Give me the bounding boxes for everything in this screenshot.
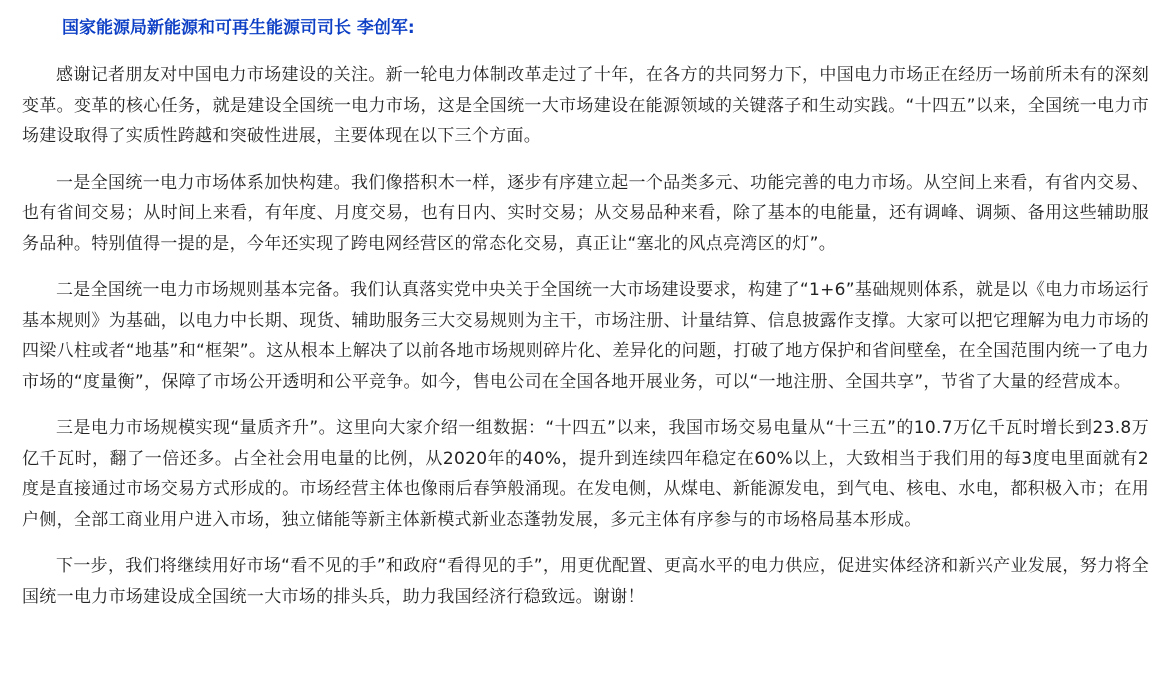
paragraph-market-scale: 三是电力市场规模实现“量质齐升”。这里向大家介绍一组数据：“十四五”以来，我国市场交易电量从“十三五”的10.7万亿千瓦时增长到23.8万亿千瓦时，翻了一倍还多。占全社会用电量的比例，从2020年的40%，提升到连续四年稳定在60%以上，大致相当于我们用的每3度电里面就有2度是直接通过市场交易方式形成的。市场经营主体也像雨后春笋般涌现。在发电侧，从煤电、新能源发电，到气电、核电、水电，都积极入市；在用户侧，全部工商业用户进入市场，独立储能等新主体新模式新业态蓬勃发展，多元主体有序参与的市场格局基本形成。 — [22, 418, 1149, 530]
paragraph-next-steps: 下一步，我们将继续用好市场“看不见的手”和政府“看得见的手”，用更优配置、更高水平的电力供应，促进实体经济和新兴产业发展，努力将全国统一电力市场建设成全国统一大市场的排头兵，助力我国经济行稳致远。谢谢！ — [22, 556, 1149, 607]
paragraph-market-rules: 二是全国统一电力市场规则基本完备。我们认真落实党中央关于全国统一大市场建设要求，构建了“1+6”基础规则体系，就是以《电力市场运行基本规则》为基础，以电力中长期、现货、辅助服务三大交易规则为主干，市场注册、计量结算、信息披露作支撑。大家可以把它理解为电力市场的四梁八柱或者“地基”和“框架”。这从根本上解决了以前各地市场规则碎片化、差异化的问题，打破了地方保护和省间壁垒，在全国范围内统一了电力市场的“度量衡”，保障了市场公开透明和公平竞争。如今，售电公司在全国各地开展业务，可以“一地注册、全国共享”，节省了大量的经营成本。 — [22, 280, 1149, 392]
paragraph-market-system: 一是全国统一电力市场体系加快构建。我们像搭积木一样，逐步有序建立起一个品类多元、功能完善的电力市场。从空间上来看，有省内交易、也有省间交易；从时间上来看，有年度、月度交易，也有日内、实时交易；从交易品种来看，除了基本的电能量，还有调峰、调频、备用这些辅助服务品种。特别值得一提的是，今年还实现了跨电网经营区的常态化交易，真正让“塞北的风点亮湾区的灯”。 — [22, 172, 1149, 254]
paragraph-intro: 感谢记者朋友对中国电力市场建设的关注。新一轮电力体制改革走过了十年，在各方的共同努力下，中国电力市场正在经历一场前所未有的深刻变革。变革的核心任务，就是建设全国统一电力市场，这是全国统一大市场建设在能源领域的关键落子和生动实践。“十四五”以来，全国统一电力市场建设取得了实质性跨越和突破性进展，主要体现在以下三个方面。 — [22, 65, 1149, 146]
speaker-heading: 国家能源局新能源和可再生能源司司长 李创军: — [62, 18, 415, 38]
